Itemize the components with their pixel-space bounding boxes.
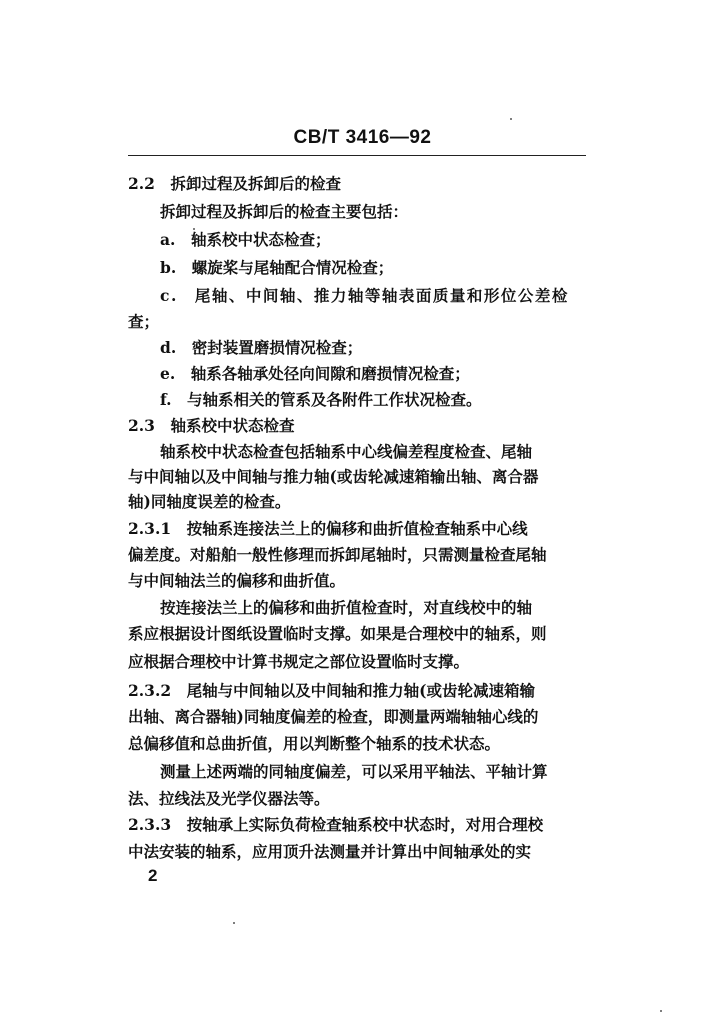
text-line: 与中间轴以及中间轴与推力轴(或齿轮减速箱输出轴、离合器 bbox=[128, 467, 539, 486]
text-line: a. 轴系校中状态检查； bbox=[160, 230, 331, 249]
page-number: 2 bbox=[148, 866, 158, 885]
text-line: d. 密封装置磨损情况检查； bbox=[160, 338, 363, 357]
text-line: 应根据合理校中计算书规定之部位设置临时支撑。 bbox=[128, 652, 470, 671]
text-line: 总偏移值和总曲折值，用以判断整个轴系的技术状态。 bbox=[128, 734, 501, 753]
text-line: 2.2 拆卸过程及拆卸后的检查 bbox=[128, 174, 341, 193]
page-header: CB/T 3416—92 bbox=[293, 127, 432, 148]
text-line: 2.3.3 按轴承上实际负荷检查轴系校中状态时，对用合理校 bbox=[128, 815, 544, 834]
scan-speck bbox=[193, 228, 195, 230]
text-line: 系应根据设计图纸设置临时支撑。如果是合理校中的轴系，则 bbox=[128, 624, 547, 643]
scan-speck bbox=[660, 1010, 662, 1012]
text-line: b. 螺旋桨与尾轴配合情况检查； bbox=[160, 258, 394, 277]
text-line: 2.3.1 按轴系连接法兰上的偏移和曲折值检查轴系中心线 bbox=[128, 519, 528, 538]
text-line: 测量上述两端的同轴度偏差，可以采用平轴法、平轴计算 bbox=[160, 762, 548, 781]
scan-speck bbox=[233, 922, 235, 924]
text-line: 偏差度。对船舶一般性修理而拆卸尾轴时，只需测量检查尾轴 bbox=[128, 545, 547, 564]
text-line: 拆卸过程及拆卸后的检查主要包括： bbox=[160, 202, 409, 221]
text-line: c. 尾轴、中间轴、推力轴等轴表面质量和形位公差检 bbox=[160, 286, 569, 305]
text-line: 中法安装的轴系，应用顶升法测量并计算出中间轴承处的实 bbox=[128, 842, 532, 861]
text-line: 轴系校中状态检查包括轴系中心线偏差程度检查、尾轴 bbox=[160, 442, 533, 461]
text-line: 2.3 轴系校中状态检查 bbox=[128, 416, 295, 435]
text-line: 按连接法兰上的偏移和曲折值检查时，对直线校中的轴 bbox=[160, 598, 533, 617]
header-rule bbox=[128, 155, 586, 156]
text-line: 法、拉线法及光学仪器法等。 bbox=[128, 789, 330, 808]
text-line: 查； bbox=[128, 312, 160, 331]
text-line: f. 与轴系相关的管系及各附件工作状况检查。 bbox=[160, 390, 482, 409]
text-line: 与中间轴法兰的偏移和曲折值。 bbox=[128, 571, 346, 590]
scan-speck bbox=[510, 118, 512, 120]
text-line: 轴)同轴度误差的检查。 bbox=[128, 492, 291, 511]
text-line: 2.3.2 尾轴与中间轴以及中间轴和推力轴(或齿轮减速箱输 bbox=[128, 681, 535, 700]
text-line: 出轴、离合器轴)同轴度偏差的检查，即测量两端轴轴心线的 bbox=[128, 707, 539, 726]
text-line: e. 轴系各轴承处径向间隙和磨损情况检查； bbox=[160, 364, 470, 383]
